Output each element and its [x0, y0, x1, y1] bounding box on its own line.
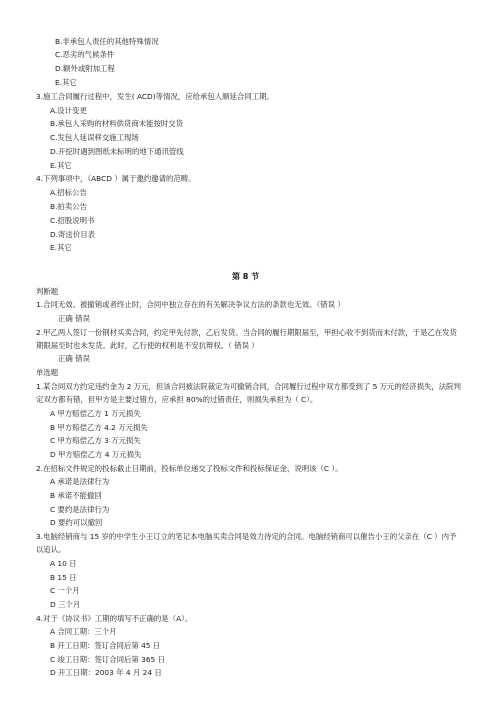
question-line: 定双方都有错，但甲方是主要过错方，应承担 80%的过错责任，则损失承担为（ C）。 [36, 395, 318, 404]
answer-choices: 正确 错误 [58, 354, 90, 363]
question-line: 2.在招标文件规定的投标截止日期前，投标单位递交了投标文件和投标保证金，说明该（C ）。 [36, 464, 343, 473]
section-subtitle: 判断题 [36, 287, 59, 296]
option-line: A 承诺是法律行为 [50, 477, 110, 486]
question-line: 以追认。 [36, 545, 66, 554]
question-line: 4.对于《协议书》工期的填写不正确的是（A）。 [36, 614, 193, 623]
section-title: 第 8 节 [232, 272, 260, 281]
option-line: B.承包人采购的材料供货商未能按时交货 [50, 119, 184, 128]
option-line: D.额外或附加工程 [55, 64, 115, 73]
option-line: B.非承包人责任的其他特殊情况 [55, 37, 159, 46]
option-line: C.发包人延误移交施工现场 [50, 133, 139, 142]
question-line: 期限届至时也未发货。此时，乙行使的权利是不安抗辩权。（ 错误 ） [36, 341, 259, 350]
answer-choices: 正确 错误 [58, 314, 90, 323]
option-line: D.开挖时遇到图纸未标明的地下通讯管线 [50, 147, 184, 156]
question-line: 1.某合同双方约定违约金为 2 万元，但该合同被法院裁定为可撤销合同，合同履行过程中双方都受到了 5 万元的经济损失，法院判 [36, 382, 461, 391]
question-line: 4.下列事项中，（ABCD ）属于邀约邀请的范畴。 [36, 174, 196, 183]
question-line: 3.施工合同履行过程中，发生( ACD)等情况，应给承包人顺延合同工期。 [36, 92, 274, 101]
option-line: B 开工日期：签订合同后第 45 日 [50, 641, 161, 650]
option-line: D 开工日期：2003 年 4 月 24 日 [50, 668, 162, 677]
option-line: E.其它 [50, 243, 72, 252]
option-line: B 15 日 [50, 573, 77, 582]
question-line: 2.甲乙两人签订一份钢材买卖合同，约定甲先付款，乙后发货。当合同的履行期限届至，甲担心收不到货而未付款，于是乙在发货 [36, 328, 457, 337]
option-line: E.其它 [50, 161, 72, 170]
option-line: C.招股说明书 [50, 216, 95, 225]
option-line: A 甲方赔偿乙方 1 万元损失 [50, 409, 141, 418]
option-line: B 承诺不能撤回 [50, 491, 102, 500]
option-line: E.其它 [55, 78, 77, 87]
option-line: D.寄送价目表 [50, 230, 95, 239]
option-line: C 一个月 [50, 586, 80, 595]
question-line: 3.电脑经销商与 15 岁的中学生小王订立的笔记本电脑买卖合同是效力待定的合同。电脑经销商可以催告小王的父亲在（C ）内予 [36, 532, 457, 541]
option-line: A.设计变更 [50, 106, 87, 115]
option-line: C 竣工日期：签订合同后第 365 日 [50, 655, 166, 664]
option-line: D 三个月 [50, 600, 81, 609]
option-line: B.拍卖公告 [50, 202, 87, 211]
option-line: A 合同工期：三个月 [50, 627, 117, 636]
option-line: C 甲方赔偿乙方 3 万元损失 [50, 436, 141, 445]
option-line: C 要约是法律行为 [50, 505, 110, 514]
option-line: A 10 日 [50, 559, 77, 568]
option-line: D 要约可以撤回 [50, 518, 103, 527]
option-line: D 甲方赔偿乙方 4 万元损失 [50, 450, 142, 459]
question-line: 1.合同无效、被撤销或者终止时，合同中独立存在的有关解决争议方法的条款也无效。（错误 ） [36, 300, 345, 309]
option-line: C.恶劣的气候条件 [55, 50, 115, 59]
option-line: B 甲方赔偿乙方 4.2 万元损失 [50, 423, 148, 432]
option-line: A.招标公告 [50, 188, 87, 197]
section-subtitle: 单选题 [36, 368, 59, 377]
